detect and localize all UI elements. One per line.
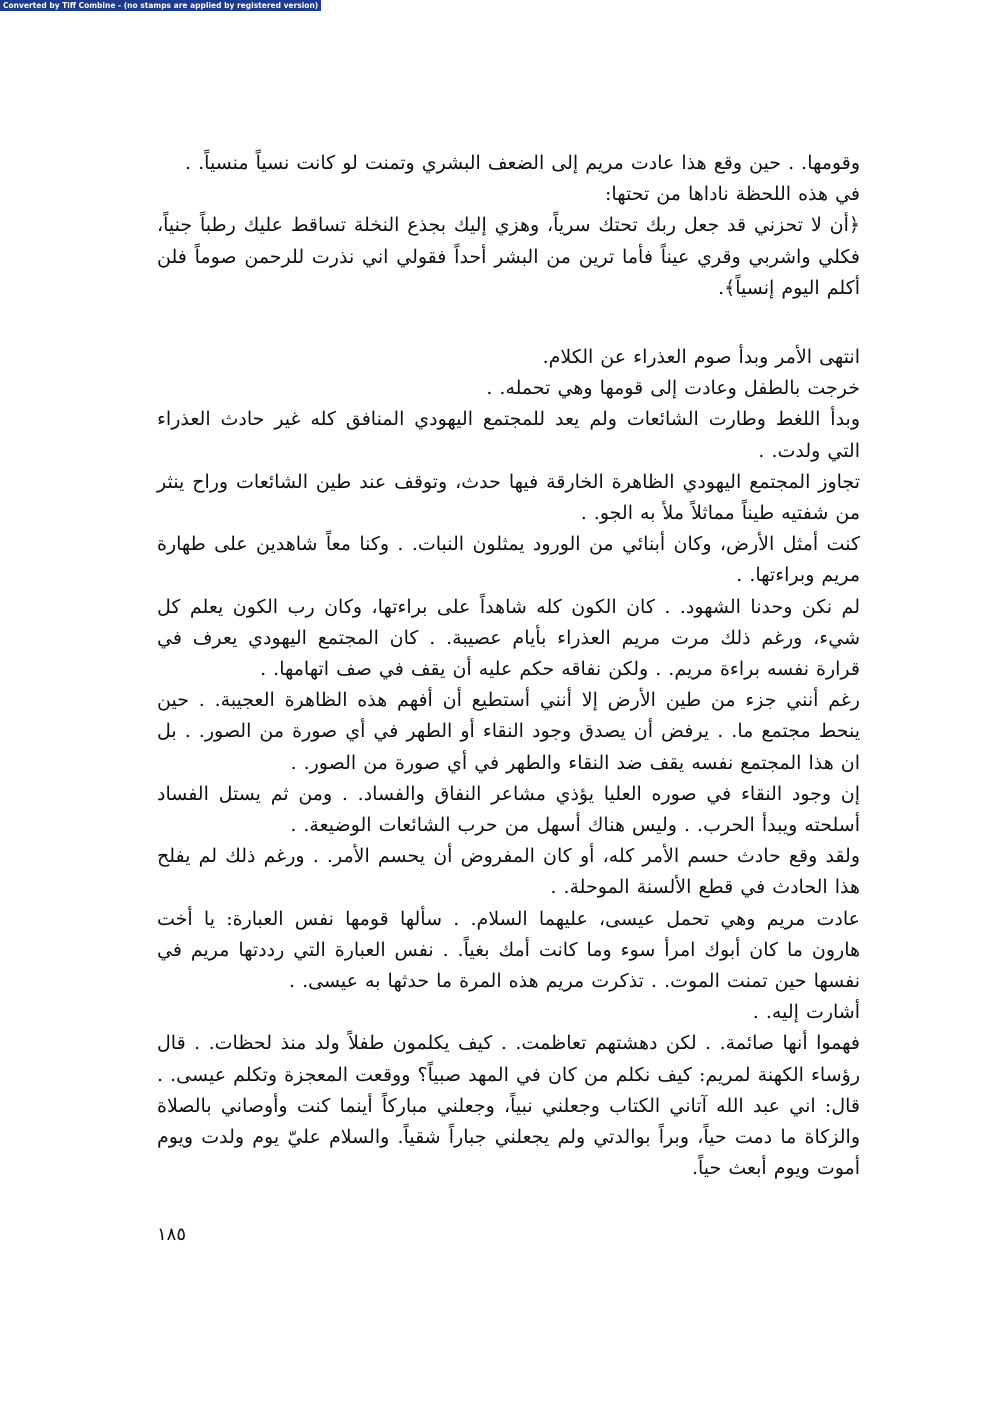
paragraph: كنت أمثل الأرض، وكان أبنائي من الورود يمثلون النبات. . وكنا معاً شاهدين على طهارة مريم وبراءتها. . [157,533,860,587]
converter-watermark-banner: Converted by Tiff Combine - (no stamps are applied by registered version) [0,0,321,11]
paragraph: ولقد وقع حادث حسم الأمر كله، أو كان المفروض أن يحسم الأمر. . ورغم ذلك لم يفلح هذا الحادث في قطع الألسنة الموحلة. . [157,845,860,899]
paragraph: لم نكن وحدنا الشهود. . كان الكون كله شاهداً على براءتها، وكان رب الكون يعلم كل شيء، ورغم ذلك مرت مريم العذراء بأيام عصيبة. . كان المجتمع اليهودي يعرف في قرارة نفسه براءة مريم. . ولكن نفاقه حكم عليه أن يقف في صف اتهامها. . [157,595,860,681]
paragraph: تجاوز المجتمع اليهودي الظاهرة الخارقة فيها حدث، وتوقف عند طين الشائعات وراح ينثر من شفتيه طيناً مماثلاً ملأ به الجو. . [157,470,860,525]
paragraph: انتهى الأمر وبدأ صوم العذراء عن الكلام. [542,346,860,368]
paragraph: رغم أنني جزء من طين الأرض إلا أنني أستطيع أن أفهم هذه الظاهرة العجيبة. . حين ينحط مجتمع ما. . يرفض أن يصدق وجود النقاء أو الطهر في أي صورة من الصور. . بل ان هذا المجتمع نفسه يقف ضد النقاء والطهر في أي صورة من الصور. . [157,689,860,774]
paragraph: عادت مريم وهي تحمل عيسى، عليهما السلام. . سألها قومها نفس العبارة: يا أخت هارون ما كان أبوك امرأ سوء وما كانت أمك بغياً. . نفس العبارة التي رددتها مريم في نفسها حين تمنت الموت. . تذكرت مريم هذه المرة ما حدثها به عيسى. . [157,907,860,993]
paragraph: أشارت إليه. . [752,1001,860,1024]
page-number: ١٨٥ [157,1224,187,1245]
paragraph: وبدأ اللغط وطارت الشائعات ولم يعد للمجتمع اليهودي المنافق كله غير حادث العذراء التي ولدت. . [157,408,860,462]
paragraph: في هذه اللحظة ناداها من تحتها: [605,183,860,206]
paragraph: إن وجود النقاء في صوره العليا يؤذي مشاعر النفاق والفساد. . ومن ثم يستل الفساد أسلحته ويبدأ الحرب. . وليس هناك أسهل من حرب الشائعات الوضيعة. . [157,782,860,837]
quranic-verse-paragraph: ﴿أن لا تحزني قد جعل ربك تحتك سرياً، وهزي إليك بجذع النخلة تساقط عليك رطباً جنياً، فكلي واشربي وقري عيناً فأما ترين من البشر أحداً فقولي اني نذرت للرحمن صوماً فلن أكلم اليوم إنسياً﴾. [157,214,860,299]
paragraph: وقومها. . حين وقع هذا عادت مريم إلى الضعف البشري وتمنت لو كانت نسياً منسياً. . [185,152,860,174]
paragraph: فهموا أنها صائمة. . لكن دهشتهم تعاظمت. . كيف يكلمون طفلاً ولد منذ لحظات. . قال رؤساء الكهنة لمريم: كيف نكلم من كان في المهد صبياً؟ ووقعت المعجزة وتكلم عيسى. . قال: اني عبد الله آتاني الكتاب وجعلني نبياً، وجعلني مباركاً أينما كنت وأوصاني بالصلاة والزكاة ما دمت حياً، وبراً بوالدتي ولم يجعلني جباراً شقياً. والسلام عليّ يوم ولدت ويوم أموت ويوم أبعث حياً. [157,1032,860,1180]
paragraph: خرجت بالطفل وعادت إلى قومها وهي تحمله. . [486,377,860,400]
text-section-top [157,148,860,304]
text-section-main [157,342,860,1184]
